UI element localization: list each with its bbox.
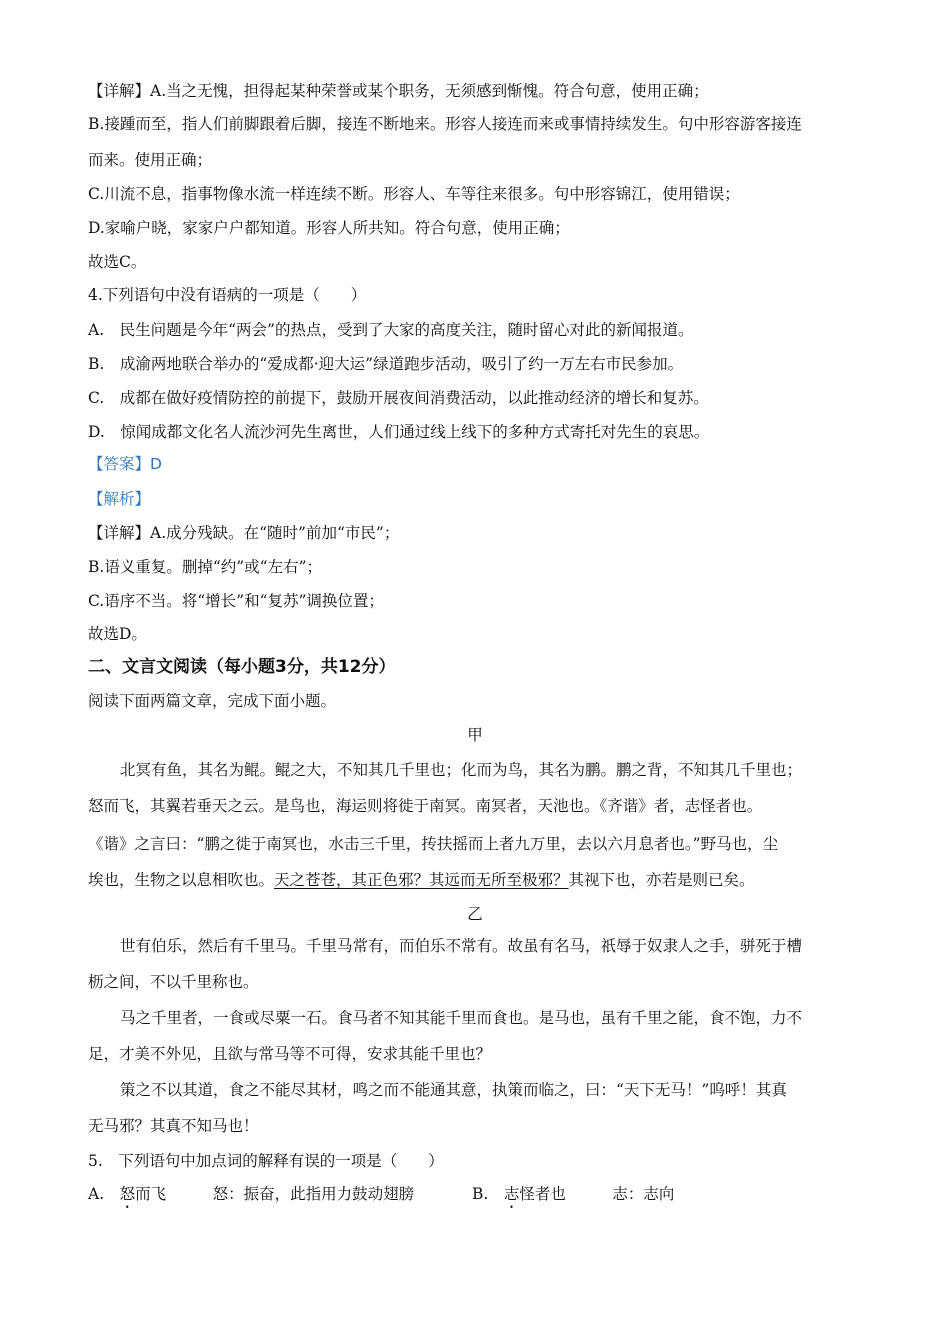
passage-yi-line-4: 足，才美不外见，且欲与常马等不可得，安求其能千里也？ — [88, 1045, 492, 1063]
analysis-line-1: 【详解】A.成分残缺。在“随时”前加“市民”； — [88, 524, 400, 542]
passage-yi-line-2: 枥之间，不以千里称也。 — [88, 973, 259, 991]
passage-jia-line-4-start: 埃也，生物之以息相吹也。 — [88, 871, 275, 889]
option-a-dotted-word: 怒 — [119, 1185, 136, 1203]
question-4-option-c: C. 成都在做好疫情防控的前提下，鼓励开展夜间消费活动，以此推动经济的增长和复苏。 — [88, 389, 709, 407]
detail-line-6: 故选C。 — [88, 253, 147, 271]
detail-line-4: C.川流不息，指事物像水流一样连续不断。形容人、车等往来很多。句中形容锦江，使用错误； — [88, 185, 740, 203]
option-a-label: A. — [88, 1185, 120, 1203]
question-4-stem: 4.下列语句中没有语病的一项是（ ） — [88, 286, 367, 304]
analysis-row — [88, 488, 878, 510]
option-b-dotted-word: 志 — [503, 1185, 520, 1203]
passage-jia-line-4 — [88, 869, 878, 891]
question-5-option-b — [472, 1183, 674, 1212]
question-4-option-a: A. 民生问题是今年“两会”的热点，受到了大家的高度关注，随时留心对此的新闻报道。 — [88, 321, 694, 339]
passage-yi-title: 乙 — [467, 905, 483, 923]
question-5-stem: 5. 下列语句中加点词的解释有误的一项是（ ） — [88, 1152, 444, 1170]
analysis-line-3: C.语序不当。将“增长”和“复苏”调换位置； — [88, 592, 384, 610]
passage-jia-title: 甲 — [467, 726, 483, 744]
passage-yi-line-5: 策之不以其道，食之不能尽其材，鸣之而不能通其意，执策而临之，曰：“天下无马！”呜呼！其真 — [120, 1081, 787, 1099]
option-a-text: 而飞 怒：振奋，此指用力鼓动翅膀 — [135, 1185, 415, 1203]
option-b-label: B. — [472, 1185, 504, 1203]
underlined-sentence: 天之苍苍，其正色邪？其远而无所至极邪？ — [274, 871, 569, 889]
question-4-option-b: B. 成渝两地联合举办的“爱成都·迎大运”绿道跑步活动，吸引了约一万左右市民参加。 — [88, 355, 684, 373]
detail-line-1: 【详解】A.当之无愧，担得起某种荣誉或某个职务，无须感到惭愧。符合句意，使用正确； — [88, 82, 709, 100]
question-4-option-d: D. 惊闻成都文化名人流沙河先生离世，人们通过线上线下的多种方式寄托对先生的哀思。 — [88, 423, 710, 441]
answer-row — [88, 453, 878, 475]
passage-jia-line-4-end: 其视下也，亦若是则已矣。 — [568, 871, 755, 889]
passage-jia-line-2: 怒而飞，其翼若垂天之云。是鸟也，海运则将徙于南冥。南冥者，天池也。《齐谐》者，志怪者也。 — [88, 797, 763, 815]
passage-jia-line-3: 《谐》之言曰：“鹏之徙于南冥也，水击三千里，抟扶摇而上者九万里，去以六月息者也。”野马也，尘 — [88, 835, 779, 853]
analysis-line-4: 故选D。 — [88, 625, 147, 643]
passage-yi-line-6: 无马邪？其真不知马也！ — [88, 1117, 259, 1135]
detail-line-2: B.接踵而至，指人们前脚跟着后脚，接连不断地来。形容人接连而来或事情持续发生。句中形容游客接连 — [88, 115, 802, 133]
option-b-text: 怪者也 志：志向 — [519, 1185, 675, 1203]
question-5-option-a — [88, 1183, 414, 1212]
analysis-line-2: B.语义重复。删掉“约”或“左右”； — [88, 558, 323, 576]
analysis-tag: 【解析】 — [88, 490, 151, 508]
section-2-intro: 阅读下面两篇文章，完成下面小题。 — [88, 692, 337, 710]
answer-tag: 【答案】 — [88, 455, 151, 473]
passage-yi-line-1: 世有伯乐，然后有千里马。千里马常有，而伯乐不常有。故虽有名马，祇辱于奴隶人之手，骈死于槽 — [120, 937, 803, 955]
passage-yi-line-3: 马之千里者，一食或尽粟一石。食马者不知其能千里而食也。是马也，虽有千里之能，食不饱，力不 — [120, 1009, 803, 1027]
detail-line-3: 而来。使用正确； — [88, 151, 213, 169]
answer-value: D — [150, 455, 162, 473]
section-2-heading: 二、文言文阅读（每小题3分，共12分） — [88, 657, 396, 677]
passage-jia-line-1: 北冥有鱼，其名为鲲。鲲之大，不知其几千里也；化而为鸟，其名为鹏。鹏之背，不知其几千里也； — [120, 761, 803, 779]
detail-line-5: D.家喻户晓，家家户户都知道。形容人所共知。符合句意，使用正确； — [88, 219, 570, 237]
